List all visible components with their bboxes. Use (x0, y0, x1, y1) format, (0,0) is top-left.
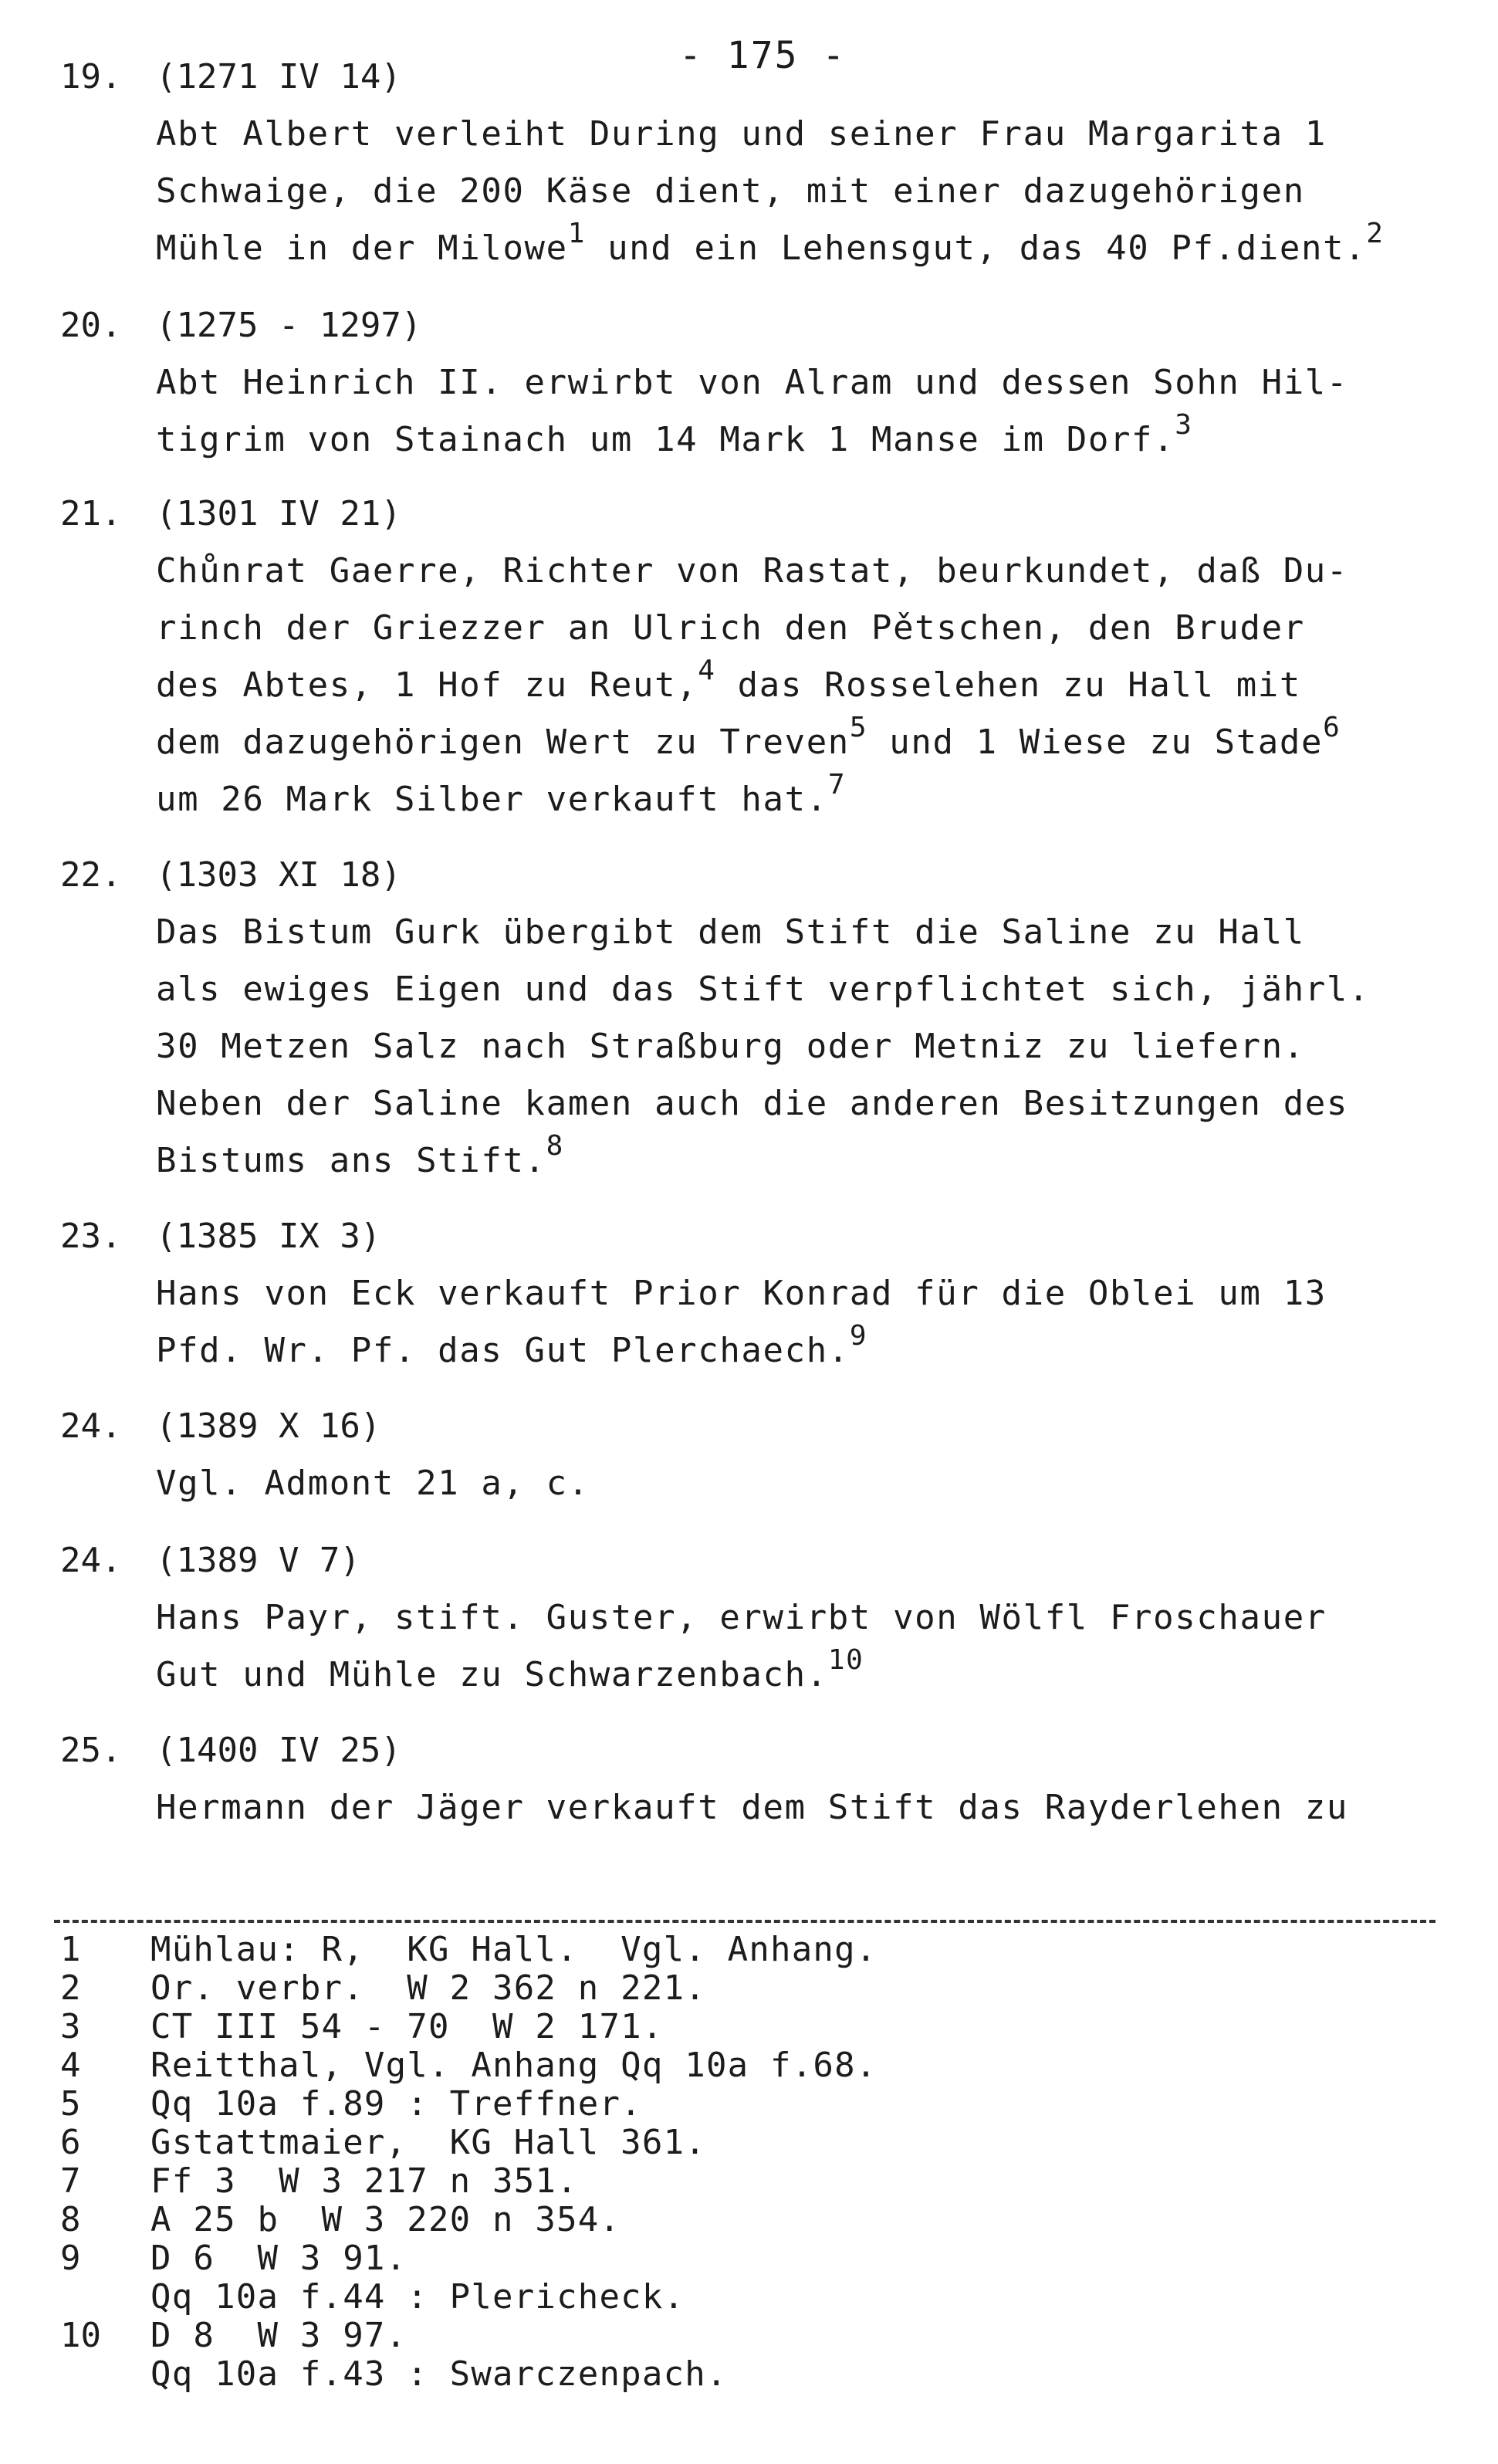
entry-date: (1301 IV 21) (156, 494, 401, 533)
entry-line: rinch der Griezzer an Ulrich den Pětschen, den Bruder (156, 608, 1305, 648)
footnote-text: Gstattmaier, KG Hall 361. (150, 2123, 706, 2162)
footnote-text: CT III 54 - 70 W 2 171. (150, 2007, 664, 2046)
entry-number: 21. (60, 494, 122, 533)
footnote-number: 3 (60, 2007, 81, 2046)
footnote-text: Ff 3 W 3 217 n 351. (150, 2161, 578, 2201)
entry-number: 22. (60, 855, 122, 895)
entry-line: Hans von Eck verkauft Prior Konrad für die Oblei um 13 (156, 1274, 1327, 1313)
entry-line: Schwaige, die 200 Käse dient, mit einer dazugehörigen (156, 171, 1305, 211)
footnote-ref: 8 (546, 1130, 564, 1162)
footnote-ref: 5 (849, 712, 868, 743)
entry-number: 24. (60, 1406, 122, 1446)
entry-date: (1275 - 1297) (156, 306, 422, 345)
entry-date: (1400 IV 25) (156, 1731, 401, 1770)
footnote-number: 9 (60, 2239, 81, 2278)
entry-line: tigrim von Stainach um 14 Mark 1 Manse im Dorf.$^3$ (156, 409, 1193, 459)
entry-date: (1389 V 7) (156, 1541, 360, 1580)
entry-line: Das Bistum Gurk übergibt dem Stift die Saline zu Hall (156, 912, 1305, 952)
footnote-ref: 7 (827, 769, 847, 800)
footnote-ref: 3 (1175, 409, 1193, 441)
footnote-ref: 1 (567, 218, 586, 249)
entry-line: Abt Albert verleiht During und seiner Frau Margarita 1 (156, 114, 1327, 154)
footnote-ref: 9 (849, 1320, 868, 1352)
entry-date: (1271 IV 14) (156, 57, 401, 96)
footnote-text: Mühlau: R, KG Hall. Vgl. Anhang. (150, 1930, 877, 1969)
entry-line: dem dazugehörigen Wert zu Treven$^5$ und 1 Wiese zu Stade$^6$ (156, 712, 1341, 762)
entry-line: Neben der Saline kamen auch die anderen Besitzungen des (156, 1084, 1348, 1123)
entry-line: des Abtes, 1 Hof zu Reut,$^4$ das Rosselehen zu Hall mit (156, 655, 1301, 705)
entry-line: Vgl. Admont 21 a, c. (156, 1464, 590, 1503)
footnote-text: Reitthal, Vgl. Anhang Qq 10a f.68. (150, 2046, 877, 2085)
entry-number: 24. (60, 1541, 122, 1580)
footnote-text: A 25 b W 3 220 n 354. (150, 2200, 621, 2239)
entry-number: 20. (60, 306, 122, 345)
footnote-separator (54, 1920, 1435, 1923)
footnote-ref: 10 (827, 1644, 864, 1676)
footnote-text: Qq 10a f.43 : Swarczenpach. (150, 2354, 728, 2394)
entry-date: (1385 IX 3) (156, 1217, 381, 1256)
footnote-number: 5 (60, 2084, 81, 2124)
footnote-text: Or. verbr. W 2 362 n 221. (150, 1968, 706, 2008)
entry-number: 19. (60, 57, 122, 96)
entry-date: (1389 X 16) (156, 1406, 381, 1446)
footnote-ref: 4 (698, 655, 716, 686)
footnote-number: 8 (60, 2200, 81, 2239)
footnote-number: 7 (60, 2161, 81, 2201)
entry-line: Bistums ans Stift.$^8$ (156, 1130, 564, 1180)
footnote-ref: 2 (1366, 218, 1385, 249)
entry-number: 25. (60, 1731, 122, 1770)
entry-line: Abt Heinrich II. erwirbt von Alram und dessen Sohn Hil- (156, 363, 1348, 402)
page-number: - 175 - (679, 34, 847, 77)
entry-line: 30 Metzen Salz nach Straßburg oder Metniz zu liefern. (156, 1027, 1305, 1066)
footnote-text: D 8 W 3 97. (150, 2316, 407, 2355)
entry-line: Mühle in der Milowe$^1$ und ein Lehensgut, das 40 Pf.dient.$^2$ (156, 218, 1385, 268)
footnote-number: 6 (60, 2123, 81, 2162)
footnote-number: 4 (60, 2046, 81, 2085)
footnote-number: 10 (60, 2316, 101, 2355)
entry-line: Pfd. Wr. Pf. das Gut Plerchaech.$^9$ (156, 1320, 868, 1370)
footnote-ref: 6 (1323, 712, 1341, 743)
footnote-text: Qq 10a f.44 : Plericheck. (150, 2277, 685, 2317)
footnote-text: Qq 10a f.89 : Treffner. (150, 2084, 642, 2124)
entry-line: Gut und Mühle zu Schwarzenbach.$^{10}$ (156, 1644, 864, 1694)
entry-line: als ewiges Eigen und das Stift verpflichtet sich, jährl. (156, 970, 1371, 1009)
entry-line: Hermann der Jäger verkauft dem Stift das Rayderlehen zu (156, 1788, 1348, 1827)
footnote-number: 1 (60, 1930, 81, 1969)
entry-date: (1303 XI 18) (156, 855, 401, 895)
entry-line: um 26 Mark Silber verkauft hat.$^7$ (156, 769, 847, 819)
footnote-number: 2 (60, 1968, 81, 2008)
entry-line: Hans Payr, stift. Guster, erwirbt von Wölfl Froschauer (156, 1598, 1327, 1637)
entry-number: 23. (60, 1217, 122, 1256)
entry-line: Chůnrat Gaerre, Richter von Rastat, beurkundet, daß Du- (156, 551, 1348, 591)
footnote-text: D 6 W 3 91. (150, 2239, 407, 2278)
